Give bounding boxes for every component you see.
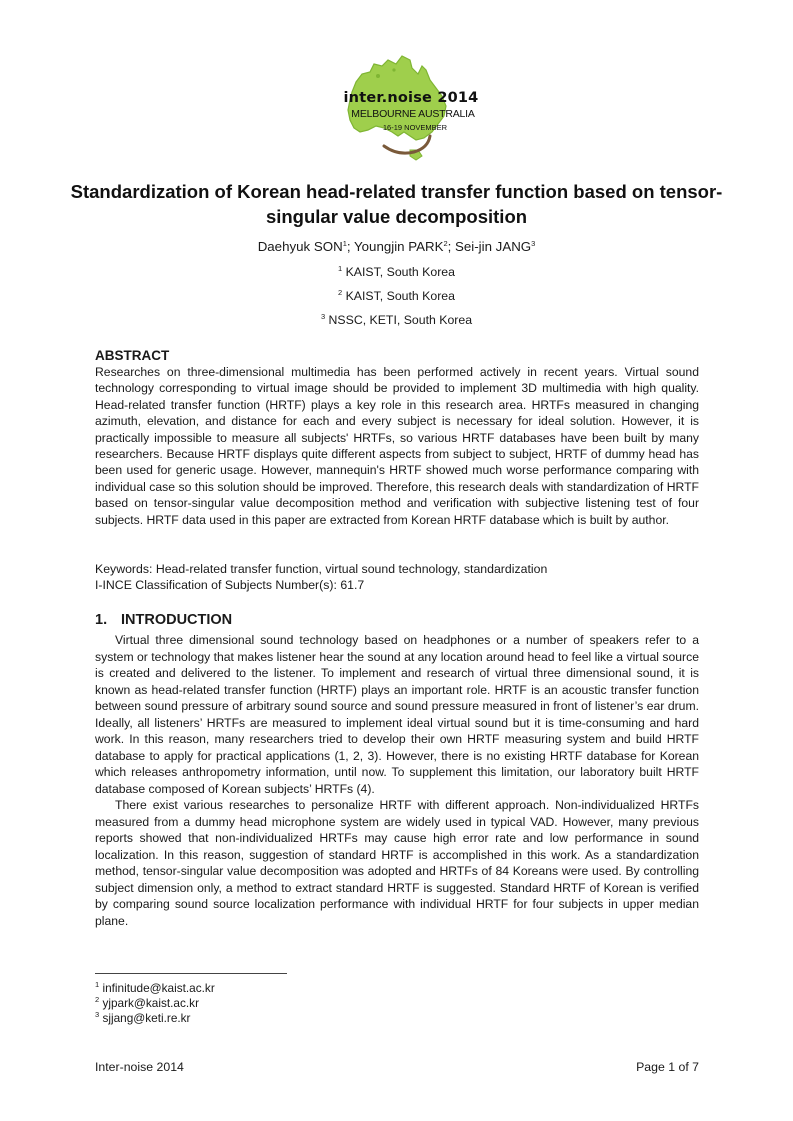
affiliation-mark: 2	[338, 288, 343, 297]
abstract-body	[95, 364, 699, 528]
keywords-block	[95, 561, 547, 594]
author-name: Youngjin PARK	[354, 239, 444, 254]
affiliation-text: NSSC, KETI, South Korea	[328, 313, 473, 327]
paragraph: Virtual three dimensional sound technology based on headphones or a number of speakers refer to a system or technology that makes listener hear the sound at any location around head to feel like a virtual source is created and delivered to the listener. To implement and research of virtual three dimensional sound, it is known as head-related transfer function (HRTF) plays an important role. HRTF is an acoustic transfer function between sound pressure of arbitrary sound source and sound pressure measured in front of listener’s ear drum. Ideally, all listeners’ HRTFs are measured to implement ideal virtual sound but it is time-consuming and hard work. In this reason, many researchers tried to develop their own HRTF measuring system and build HRTF database to apply for practical applications (1, 2, 3). However, there is no existing HRTF database for Korean which releases anthropometry information, until now. To supplement this limitation, our laboratory built HRTF database composed of Korean subjects’ HRTFs (4).	[95, 633, 699, 796]
author-name: Daehyuk SON	[257, 239, 343, 254]
footnote-text: infinitude@kaist.ac.kr	[102, 981, 215, 995]
conference-logo	[318, 52, 479, 170]
abstract-heading: ABSTRACT	[95, 348, 170, 363]
affiliation-text: KAIST, South Korea	[345, 289, 455, 303]
affiliation	[0, 289, 793, 303]
author-mark: 3	[531, 239, 536, 248]
author-list: Daehyuk SON$^1$; Youngjin PARK$^2$; Sei-jin JANG$^3$	[257, 239, 536, 254]
affiliation	[0, 265, 793, 279]
footnote-mark: 3	[95, 1010, 100, 1019]
footnote-divider	[95, 973, 287, 974]
footnote-text: sjjang@keti.re.kr	[102, 1011, 191, 1025]
logo-dates: 16-19 NOVEMBER	[382, 123, 448, 132]
logo-city: MELBOURNE AUSTRALIA	[351, 108, 475, 120]
footnote-mark: 2	[95, 995, 100, 1004]
paragraph: There exist various researches to personalize HRTF with different approach. Non-individualized HRTFs measured from a dummy head microphone system are widely used in typical VAD. However, many previous reports showed that non-individualized HRTFs may cause high error rate and low performance in sound localization. In this reason, suggestion of standard HRTF is accomplished in this work. As a standardization method, tensor-singular value decomposition was adopted and HRTFs of 84 Koreans were used. By controlling subject dimension only, a method to extract standard HRTF is suggested. Standard HRTF of Korean is verified by comparing sound source localization performance with individual HRTF for four subjects in upper median plane.	[95, 798, 699, 928]
section-heading	[95, 612, 232, 628]
affiliation	[0, 313, 793, 327]
author-mark: 1	[342, 239, 347, 248]
footnote-text: yjpark@kaist.ac.kr	[102, 996, 199, 1010]
introduction-body	[95, 632, 699, 929]
footer-conference: Inter-noise 2014	[95, 1060, 184, 1074]
author-name: Sei-jin JANG	[455, 239, 532, 254]
classification: I-INCE Classification of Subjects Number(s): 61.7	[95, 578, 365, 593]
affiliation-text: KAIST, South Korea	[345, 265, 455, 279]
footer-page-number: Page 1 of 7	[636, 1060, 699, 1074]
section-title: INTRODUCTION	[121, 612, 233, 628]
section-number: 1.	[95, 612, 108, 628]
footnote-mark: 1	[95, 980, 100, 989]
abstract-text: Researches on three-dimensional multimedia has been performed actively in recent years. Virtual sound technology corresponding to virtual image should be provided to implement 3D multimedia with high quality. Head-related transfer function (HRTF) plays a key role in this research area. HRTFs measured in changing azimuth, elevation, and distance for each and every subject is necessary for ideal solution. However, it is practically impossible to measure all subjects' HRTFs, so various HRTF databases have been built by many researchers. Because HRTF displays quite different aspects from subject to subject, HRTF of dummy head has been used for generic usage. However, mannequin's HRTF showed much worse performance comparing with individual case so this solution should be improved. Therefore, this research deals with standardization of HRTF based on tensor-singular value decomposition method and verification with subjective listening test of four subjects. HRTF data used in this paper are extracted from Korean HRTF database which is built by author.	[95, 365, 699, 527]
footnote	[95, 996, 199, 1011]
footnote	[95, 1011, 190, 1026]
author-mark: 2	[443, 239, 448, 248]
logo-title: inter.noise 2014	[343, 90, 479, 106]
keywords: Keywords: Head-related transfer function, virtual sound technology, standardization	[95, 562, 548, 576]
affiliation-mark: 1	[338, 264, 343, 273]
footnote	[95, 981, 215, 996]
affiliation-mark: 3	[320, 312, 326, 321]
paper-title: Standardization of Korean head-related transfer function based on tensor-singular value decomposition	[70, 181, 723, 227]
